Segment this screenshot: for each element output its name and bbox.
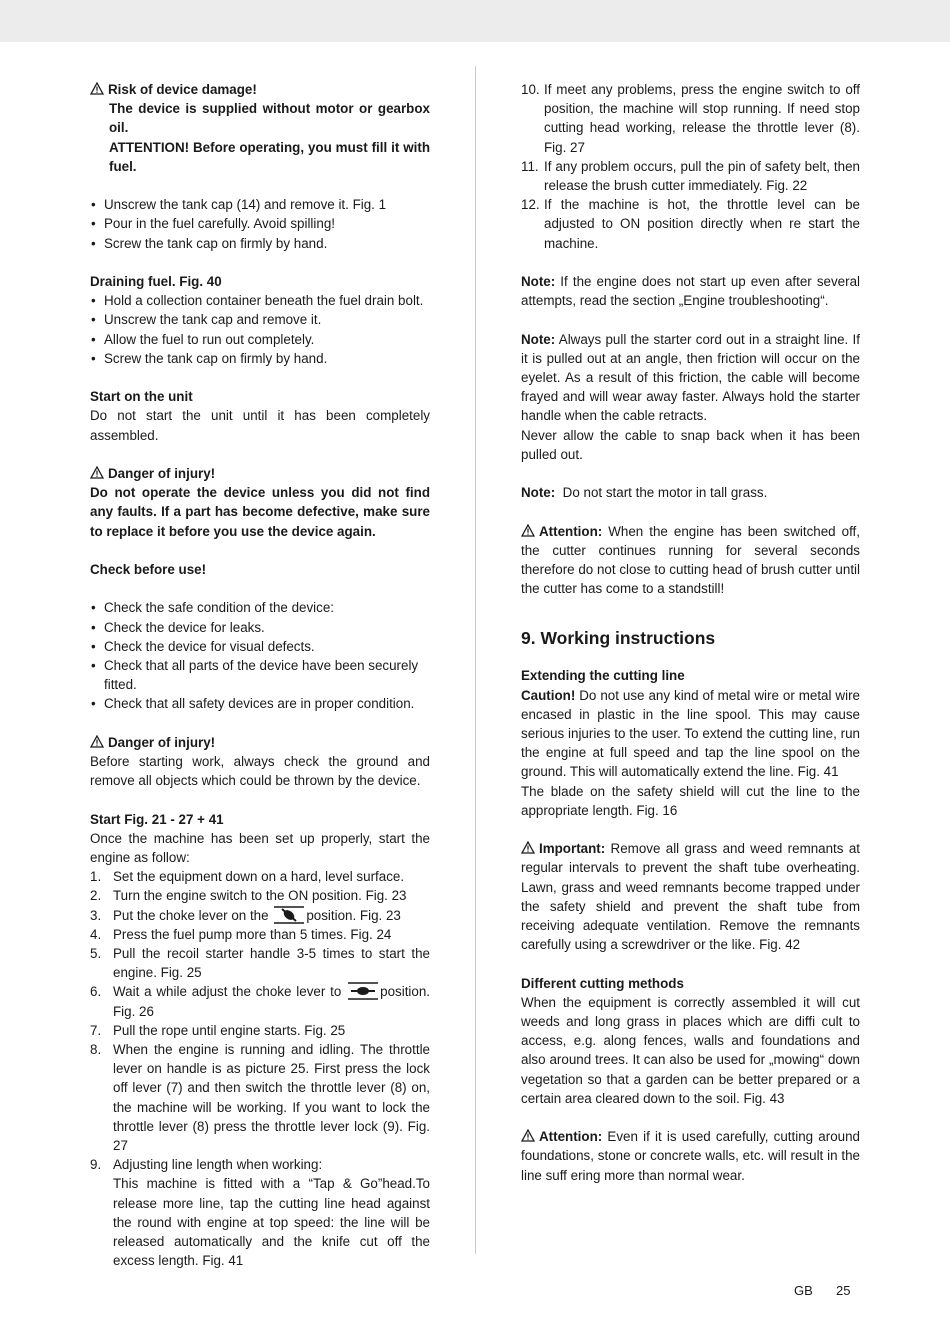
risk-heading — [90, 80, 430, 99]
warning-triangle-icon — [90, 466, 104, 479]
list-item: • Screw the tank cap on firmly by hand. — [90, 349, 430, 368]
list-item: 6. Wait a while adjust the choke lever to position. Fig. 26 — [90, 984, 430, 1019]
list-item: 9. Adjusting line length when working: This machine is fitted with a “Tap & Go”head.To release more line, tap the cutting line head against the round with engine at top speed: the line will be released automatically and the knife cut off the excess length. Fig. 41 — [90, 1157, 430, 1269]
check-heading: Check before use! — [90, 562, 207, 577]
check-list — [90, 598, 430, 713]
list-item: • Check the safe condition of the device: — [90, 598, 430, 617]
blade-text: The blade on the safety shield will cut the line to the appropriate length. Fig. 16 — [521, 783, 860, 818]
start-steps — [90, 867, 430, 1270]
column-divider — [475, 66, 476, 1254]
important-text: Important: Remove all grass and weed remnants at regular intervals to prevent the shaft tube overheating. Lawn, grass and weed remnants become trapped under the safety shield and prevent the shaft tube from receiving adequate ventilation. Remove the remnants carefully using a screwdriver or the like. Fig. 42 — [521, 841, 860, 953]
start-unit-text: Do not start the unit until it has been completely assembled. — [90, 408, 430, 443]
list-item: • Hold a collection container beneath the fuel drain bolt. — [90, 291, 430, 310]
list-item: • Unscrew the tank cap (14) and remove it. Fig. 1 — [90, 195, 430, 214]
list-item: • Check the device for leaks. — [90, 618, 430, 637]
list-item: • Check that all parts of the device have been securely fitted. — [90, 656, 430, 694]
warning-triangle-icon — [90, 82, 104, 95]
section-title: 9. Working instructions — [521, 628, 716, 649]
danger-heading-1 — [90, 464, 430, 483]
methods-heading: Different cutting methods — [521, 975, 684, 991]
list-item: 12. If the machine is hot, the throttle level can be adjusted to ON position directly when re start the machine. — [521, 197, 860, 251]
right-column — [521, 80, 860, 1185]
warning-triangle-icon — [521, 841, 535, 854]
risk-line-2: ATTENTION! Before operating, you must fill it with fuel. — [109, 139, 430, 174]
language-code: GB — [794, 1283, 813, 1298]
list-item: 8. When the engine is running and idling. The throttle lever on handle is as picture 25. First press the lock off lever (7) and then switch the throttle lever (8) on, the machine will be working. If you want to lock the throttle lever (8) press the throttle lever lock (9). Fig. 27 — [90, 1042, 430, 1154]
list-item: 2. Turn the engine switch to the ON position. Fig. 23 — [90, 888, 407, 904]
warning-triangle-icon — [521, 1129, 535, 1142]
note-3: Note: Do not start the motor in tall grass. — [521, 485, 768, 501]
danger-text-1: Do not operate the device unless you did not find any faults. If a part has become defective, make sure to replace it before you use the device again. — [90, 485, 430, 539]
list-item: 7. Pull the rope until engine starts. Fig. 25 — [90, 1022, 346, 1038]
fuel-list — [90, 195, 430, 253]
warning-triangle-icon — [90, 735, 104, 748]
list-item: 11. If any problem occurs, pull the pin of safety belt, then release the brush cutter immediately. Fig. 22 — [521, 158, 860, 194]
extend-heading: Extending the cutting line — [521, 668, 685, 684]
methods-text: When the equipment is correctly assembled it will cut weeds and long grass in places which are diffi cult to access, e.g. along fences, walls and foundations and also around trees. It can also be used for „mowing“ down vegetation so that a garden can be better prepared or a certain area cleared down to the soil. Fig. 43 — [521, 994, 860, 1106]
list-item: • Check that all safety devices are in proper condition. — [90, 694, 430, 713]
drain-list — [90, 291, 430, 368]
list-item: 3. Put the choke lever on the position. Fig. 23 — [90, 907, 401, 923]
note-2-cont: Never allow the cable to snap back when it has been pulled out. — [521, 427, 860, 462]
danger-title-2: Danger of injury! — [108, 734, 216, 750]
note-1: Note: If the engine does not start up even after several attempts, read the section „Engine troubleshooting“. — [521, 274, 860, 309]
start-heading: Start Fig. 21 - 27 + 41 — [90, 811, 224, 827]
left-column — [90, 80, 430, 1270]
note-2: Note: Always pull the starter cord out in a straight line. If it is pulled out at an angle, then friction will occur on the eyelet. As a result of this friction, the cable will become frayed and will wear away faster. Always hold the starter handle when the cable retracts. — [521, 331, 860, 424]
caution-text: Caution! Do not use any kind of metal wire or metal wire encased in plastic in the line spool. This may cause serious injuries to the user. To extend the cutting line, run the engine at full speed and tap the line spool on the ground. This will automatically extend the line. Fig. 41 — [521, 687, 860, 780]
continued-steps — [521, 80, 860, 253]
danger-title-1: Danger of injury! — [108, 466, 216, 481]
danger-text-2: Before starting work, always check the ground and remove all objects which could be thrown by the device. — [90, 754, 430, 789]
list-item: 5. Pull the recoil starter handle 3-5 times to start the engine. Fig. 25 — [90, 946, 430, 981]
risk-line-1: The device is supplied without motor or gearbox oil. — [109, 101, 430, 136]
list-item: • Unscrew the tank cap and remove it. — [90, 310, 430, 329]
danger-heading-2 — [90, 733, 430, 752]
attention-2: Attention: Even if it is used carefully, cutting around foundations, stone or concrete walls, etc. will result in the line suff ering more than normal wear. — [521, 1129, 860, 1183]
risk-title: Risk of device damage! — [108, 82, 257, 97]
list-item: 1. Set the equipment down on a hard, level surface. — [90, 869, 405, 885]
start-unit-heading: Start on the unit — [90, 389, 193, 405]
list-item: • Check the device for visual defects. — [90, 637, 430, 656]
start-intro: Once the machine has been set up properly, start the engine as follow: — [90, 830, 430, 865]
list-item: 10. If meet any problems, press the engine switch to off position, the machine will stop running. If need stop cutting head working, release the throttle lever (8). Fig. 27 — [521, 82, 860, 155]
list-item: • Screw the tank cap on firmly by hand. — [90, 234, 430, 253]
drain-heading: Draining fuel. Fig. 40 — [90, 274, 222, 289]
choke-closed-icon — [274, 906, 304, 924]
attention-1: Attention: When the engine has been switched off, the cutter continues running for several seconds therefore do not close to cutting head of brush cutter until the cutter has come to a standstill! — [521, 523, 860, 597]
page-number: 25 — [836, 1283, 851, 1298]
list-item: • Pour in the fuel carefully. Avoid spilling! — [90, 214, 430, 233]
list-item: 4. Press the fuel pump more than 5 times. Fig. 24 — [90, 926, 392, 942]
choke-open-icon — [348, 982, 378, 1000]
warning-triangle-icon — [521, 524, 535, 537]
list-item: • Allow the fuel to run out completely. — [90, 330, 430, 349]
page-top-band — [0, 0, 950, 42]
